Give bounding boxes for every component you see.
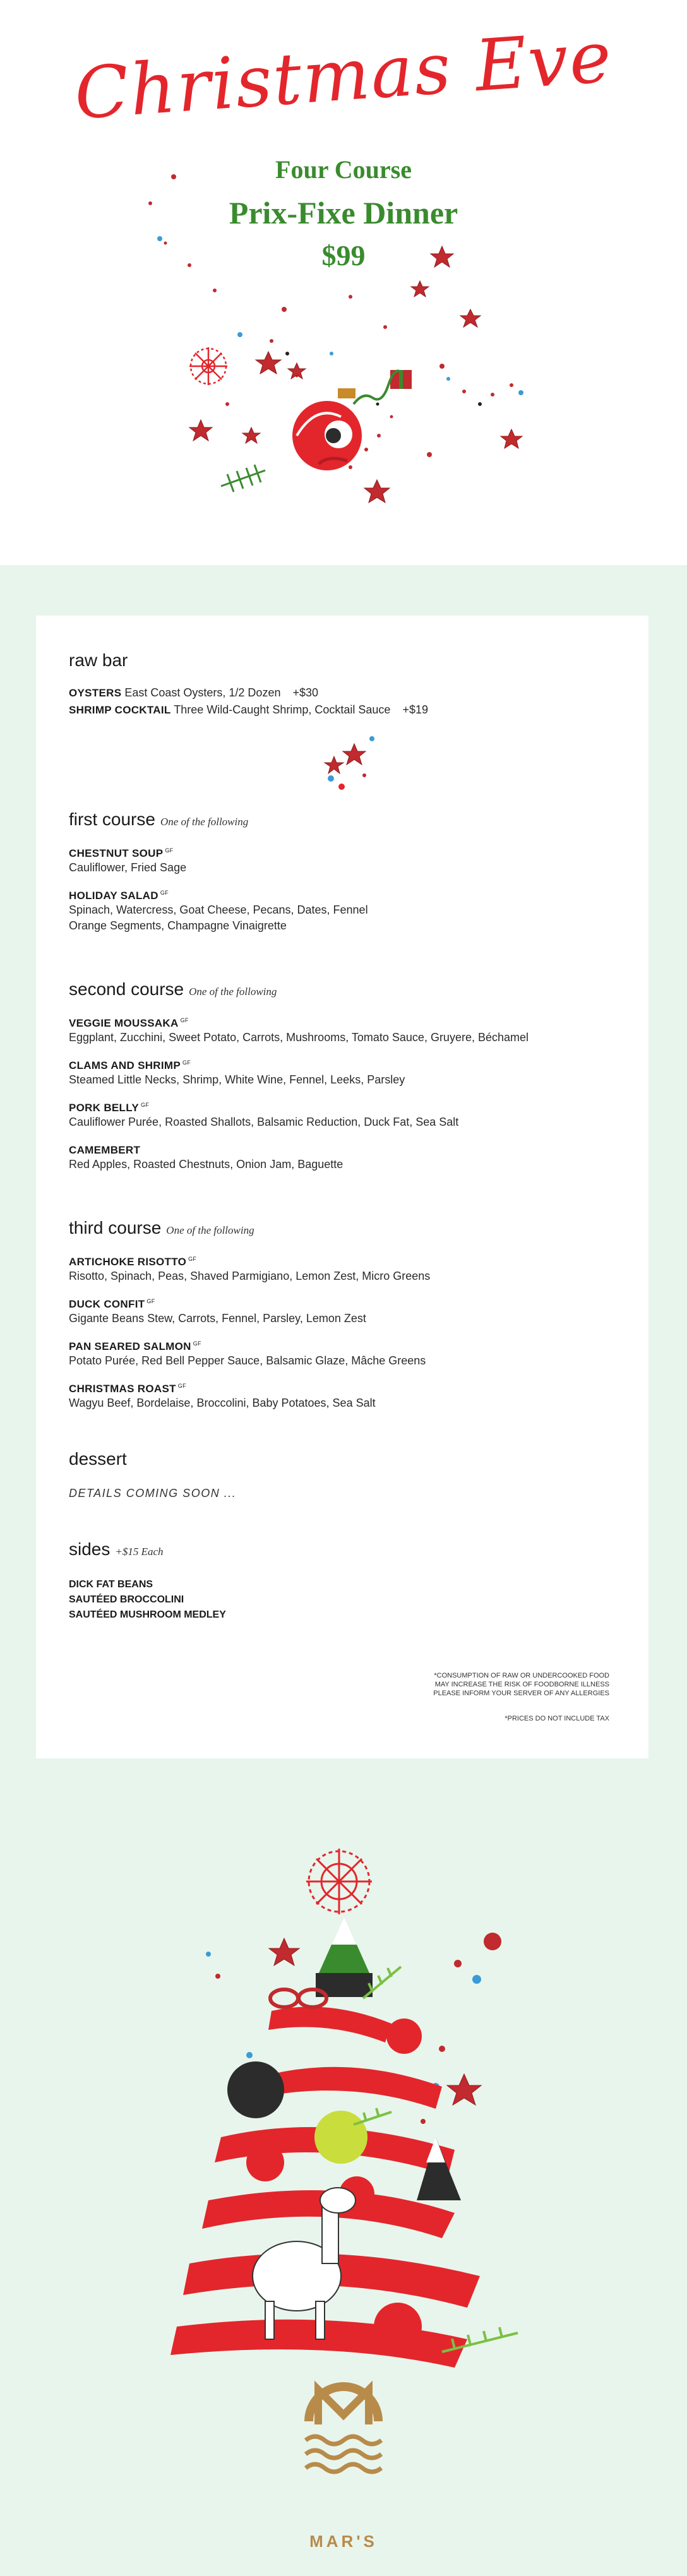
section-note: One of the following — [189, 986, 277, 998]
menu-item — [69, 1017, 616, 1046]
section-dessert — [69, 1449, 616, 1500]
menu-item — [69, 1340, 616, 1369]
item-price: +$30 — [292, 686, 319, 699]
disclaimer-line: PLEASE INFORM YOUR SERVER OF ANY ALLERGIES — [433, 1690, 609, 1697]
gluten-free-tag: GF — [180, 1017, 189, 1024]
section-heading: dessert — [69, 1449, 127, 1469]
section-note: +$15 Each — [115, 1546, 164, 1558]
gluten-free-tag: GF — [193, 1340, 201, 1347]
gluten-free-tag: GF — [165, 847, 174, 854]
item-desc: Eggplant, Zucchini, Sweet Potato, Carrots, Mushrooms, Tomato Sauce, Gruyere, Béchamel — [69, 1031, 529, 1044]
item-name: PAN SEARED SALMON — [69, 1340, 191, 1352]
item-desc: East Coast Oysters, 1/2 Dozen — [124, 686, 281, 699]
menu-card — [36, 616, 648, 1758]
section-raw-bar — [69, 650, 616, 719]
side-item: SAUTÉED MUSHROOM MEDLEY — [69, 1609, 226, 1620]
item-desc: Cauliflower, Fried Sage — [69, 861, 187, 874]
menu-item — [69, 1298, 616, 1327]
event-title: Christmas Eve — [71, 16, 616, 136]
item-name: CAMEMBERT — [69, 1144, 141, 1156]
side-item: DICK FAT BEANS — [69, 1579, 153, 1590]
side-item: SAUTÉED BROCCOLINI — [69, 1594, 184, 1605]
section-heading — [69, 809, 616, 830]
dessert-note: DETAILS COMING SOON ... — [69, 1487, 237, 1500]
item-desc-2: Orange Segments, Champagne Vinaigrette — [69, 919, 287, 932]
section-heading — [69, 1218, 616, 1238]
gluten-free-tag: GF — [146, 1298, 155, 1305]
gluten-free-tag: GF — [177, 1383, 186, 1390]
menu-item — [69, 1144, 616, 1172]
item-desc: Risotto, Spinach, Peas, Shaved Parmigiano, Lemon Zest, Micro Greens — [69, 1270, 431, 1282]
item-desc: Three Wild-Caught Shrimp, Cocktail Sauce — [174, 703, 391, 716]
menu-item — [69, 701, 616, 719]
menu-price: $99 — [321, 239, 366, 271]
section-note: One of the following — [166, 1224, 254, 1236]
tax-disclaimer: *PRICES DO NOT INCLUDE TAX — [505, 1715, 609, 1722]
item-name: ARTICHOKE RISOTTO — [69, 1256, 187, 1268]
item-desc: Cauliflower Purée, Roasted Shallots, Balsamic Reduction, Duck Fat, Sea Salt — [69, 1116, 459, 1128]
item-name: CHESTNUT SOUP — [69, 847, 164, 859]
menu-item — [69, 1102, 616, 1130]
section-title: first course — [69, 809, 155, 829]
section-note: One of the following — [160, 816, 249, 828]
section-second-course — [69, 979, 616, 1172]
christmas-tree-illustration — [0, 1758, 687, 2576]
item-name: DUCK CONFIT — [69, 1298, 145, 1310]
section-heading — [69, 979, 616, 999]
gluten-free-tag: GF — [141, 1102, 150, 1109]
menu-item — [69, 1059, 616, 1088]
mars-logo-icon — [306, 2387, 381, 2472]
menu-item — [69, 847, 616, 876]
item-name: VEGGIE MOUSSAKA — [69, 1017, 179, 1029]
disclaimer-line: *CONSUMPTION OF RAW OR UNDERCOOKED FOOD — [434, 1672, 609, 1679]
item-name: CHRISTMAS ROAST — [69, 1383, 176, 1395]
item-desc: Gigante Beans Stew, Carrots, Fennel, Parsley, Lemon Zest — [69, 1312, 366, 1325]
section-title: sides — [69, 1539, 111, 1559]
disclaimer-line: MAY INCREASE THE RISK OF FOODBORNE ILLNESS — [434, 1681, 609, 1688]
brand-name: MAR'S — [309, 2532, 378, 2551]
section-title: third course — [69, 1218, 162, 1237]
header-section — [0, 0, 687, 565]
item-desc: Potato Purée, Red Bell Pepper Sauce, Balsamic Glaze, Mâche Greens — [69, 1354, 426, 1367]
section-sides — [69, 1539, 616, 1623]
section-first-course — [69, 809, 616, 934]
section-heading — [69, 1539, 616, 1559]
section-title: second course — [69, 979, 184, 999]
gluten-free-tag: GF — [188, 1256, 197, 1263]
item-name: SHRIMP COCKTAIL — [69, 704, 171, 716]
gluten-free-tag: GF — [160, 890, 169, 897]
menu-item — [69, 1256, 616, 1284]
stars-divider-icon — [296, 731, 397, 801]
item-name: PORK BELLY — [69, 1102, 140, 1114]
menu-item — [69, 684, 616, 701]
section-third-course — [69, 1218, 616, 1411]
item-desc: Wagyu Beef, Bordelaise, Broccolini, Baby Potatoes, Sea Salt — [69, 1397, 376, 1409]
item-name: CLAMS AND SHRIMP — [69, 1059, 181, 1071]
item-name: OYSTERS — [69, 687, 122, 699]
item-desc: Steamed Little Necks, Shrimp, White Wine, Fennel, Leeks, Parsley — [69, 1073, 405, 1086]
menu-item — [69, 1383, 616, 1411]
item-desc: Red Apples, Roasted Chestnuts, Onion Jam, Baguette — [69, 1158, 344, 1171]
item-name: HOLIDAY SALAD — [69, 890, 158, 902]
subtitle-four-course: Four Course — [275, 155, 412, 184]
allergy-disclaimer — [433, 1671, 609, 1698]
gluten-free-tag: GF — [182, 1059, 191, 1066]
item-price: +$19 — [402, 703, 428, 716]
item-desc: Spinach, Watercress, Goat Cheese, Pecans, Dates, Fennel — [69, 903, 368, 916]
section-heading: raw bar — [69, 650, 128, 670]
menu-item — [69, 890, 616, 934]
subtitle-prix-fixe: Prix-Fixe Dinner — [229, 195, 458, 230]
